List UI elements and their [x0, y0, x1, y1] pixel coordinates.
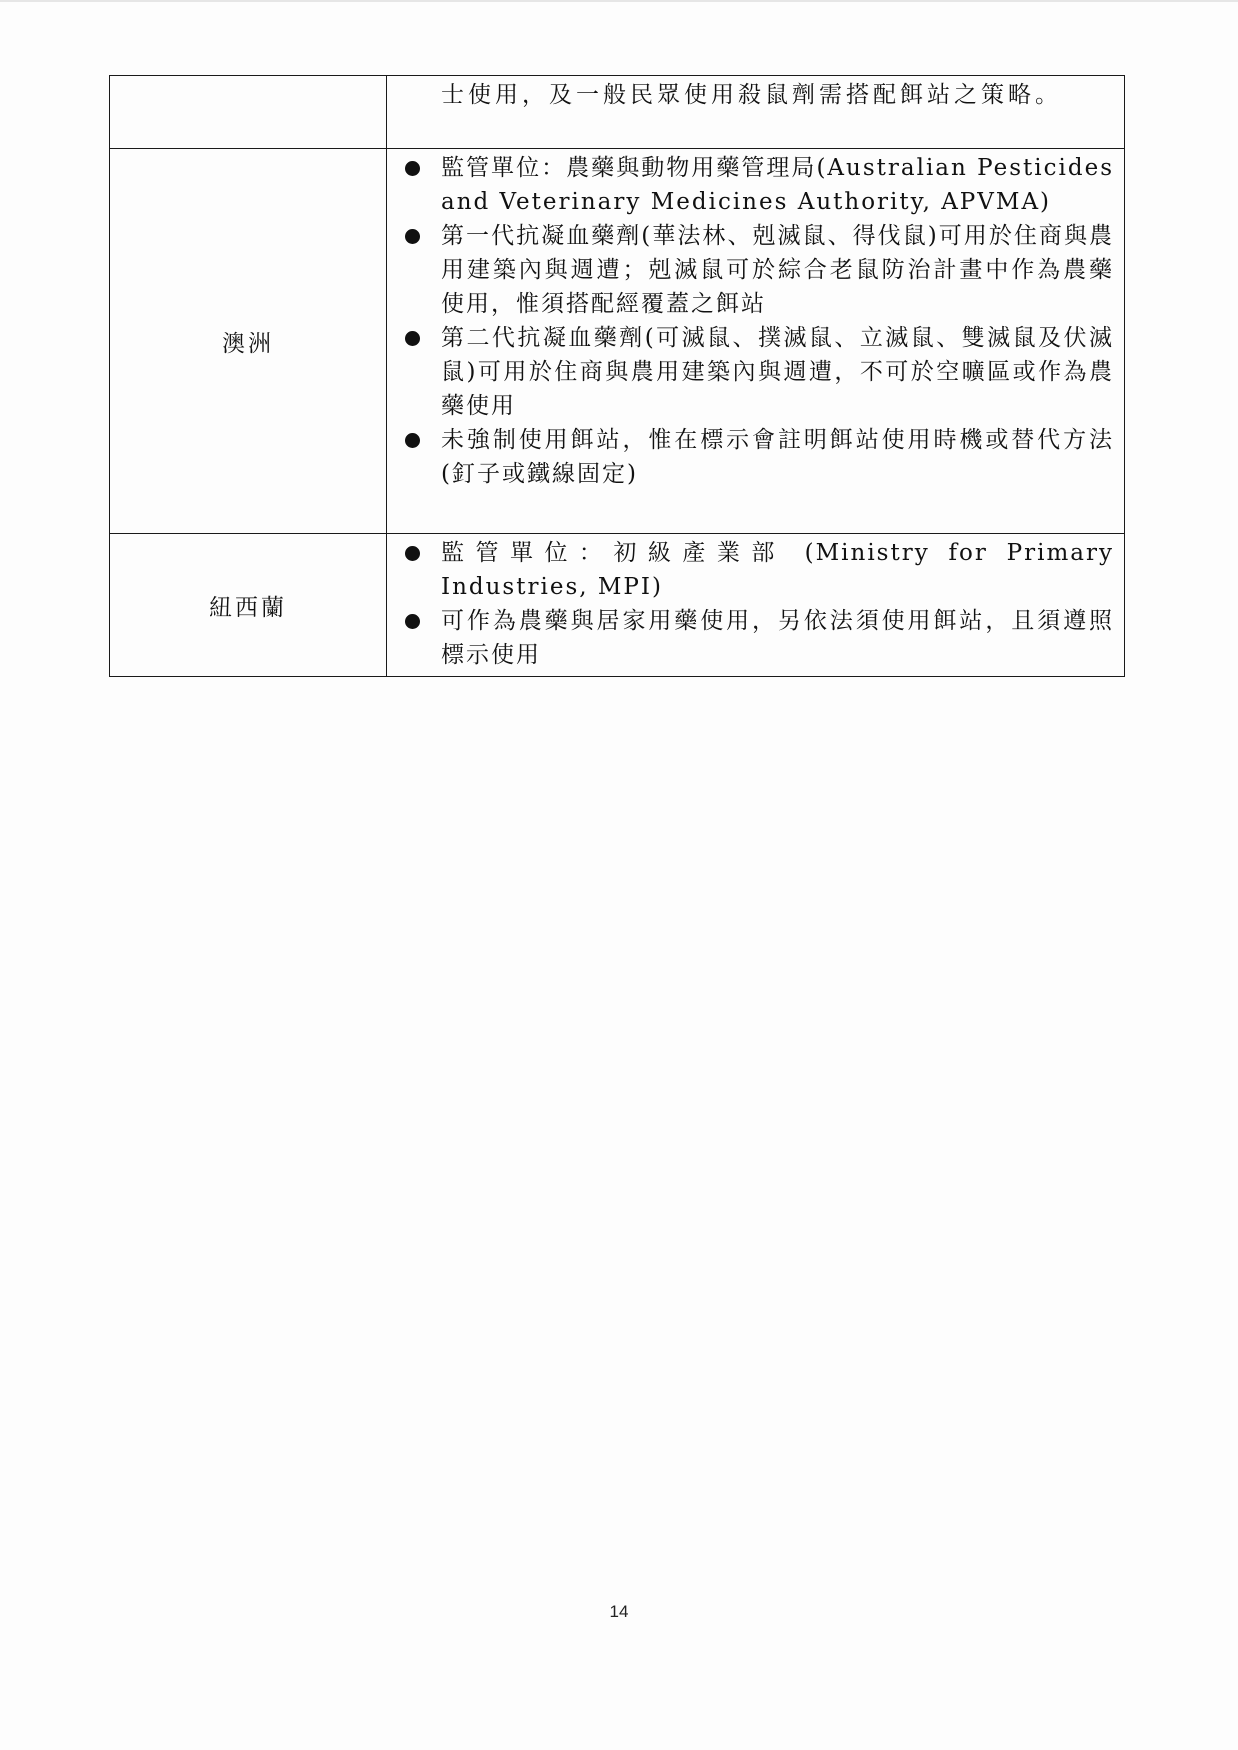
list-item [403, 423, 1114, 491]
bullet-icon [405, 161, 420, 176]
content-cell-new-zealand [387, 534, 1125, 677]
region-cell-empty [110, 76, 387, 149]
bullet-icon [405, 546, 420, 561]
list-item [403, 321, 1114, 423]
australia-bullet-list [403, 151, 1114, 491]
region-cell-australia: 澳洲 [110, 149, 387, 534]
table-row-continuation [110, 76, 1125, 149]
region-cell-new-zealand: 紐西蘭 [110, 534, 387, 677]
content-cell-australia [387, 149, 1125, 534]
regulation-table [109, 75, 1125, 677]
list-item [403, 151, 1114, 219]
bullet-icon [405, 331, 420, 346]
list-item-text: 可作為農藥與居家用藥使用，另依法須使用餌站，且須遵照標示使用 [441, 608, 1114, 668]
list-item [403, 604, 1114, 672]
new-zealand-bullet-list [403, 536, 1114, 672]
list-item [403, 219, 1114, 321]
list-item-text: 未強制使用餌站，惟在標示會註明餌站使用時機或替代方法(釘子或鐵線固定) [441, 427, 1114, 487]
list-item-text: 監管單位：農藥與動物用藥管理局(Australian Pesticides and Veterinary Medicines Authority, APVMA) [441, 155, 1114, 215]
page-number: 14 [609, 1602, 629, 1621]
list-item-text: 監管單位：初級產業部 (Ministry for Primary Industries, MPI) [441, 540, 1114, 600]
list-item-text: 第一代抗凝血藥劑(華法林、剋滅鼠、得伐鼠)可用於住商與農用建築內與週遭；剋滅鼠可於綜合老鼠防治計畫中作為農藥使用，惟須搭配經覆蓋之餌站 [441, 223, 1114, 317]
content-cell-continuation [387, 76, 1125, 149]
list-item-text: 第二代抗凝血藥劑(可滅鼠、撲滅鼠、立滅鼠、雙滅鼠及伏滅鼠)可用於住商與農用建築內與週遭，不可於空曠區或作為農藥使用 [441, 325, 1114, 419]
table-row-new-zealand [110, 534, 1125, 677]
table-row-australia [110, 149, 1125, 534]
list-item [403, 536, 1114, 604]
bullet-icon [405, 433, 420, 448]
scan-edge [0, 0, 1238, 2]
bullet-icon [405, 229, 420, 244]
continuation-text: 士使用，及一般民眾使用殺鼠劑需搭配餌站之策略。 [441, 82, 1062, 108]
bullet-icon [405, 614, 420, 629]
